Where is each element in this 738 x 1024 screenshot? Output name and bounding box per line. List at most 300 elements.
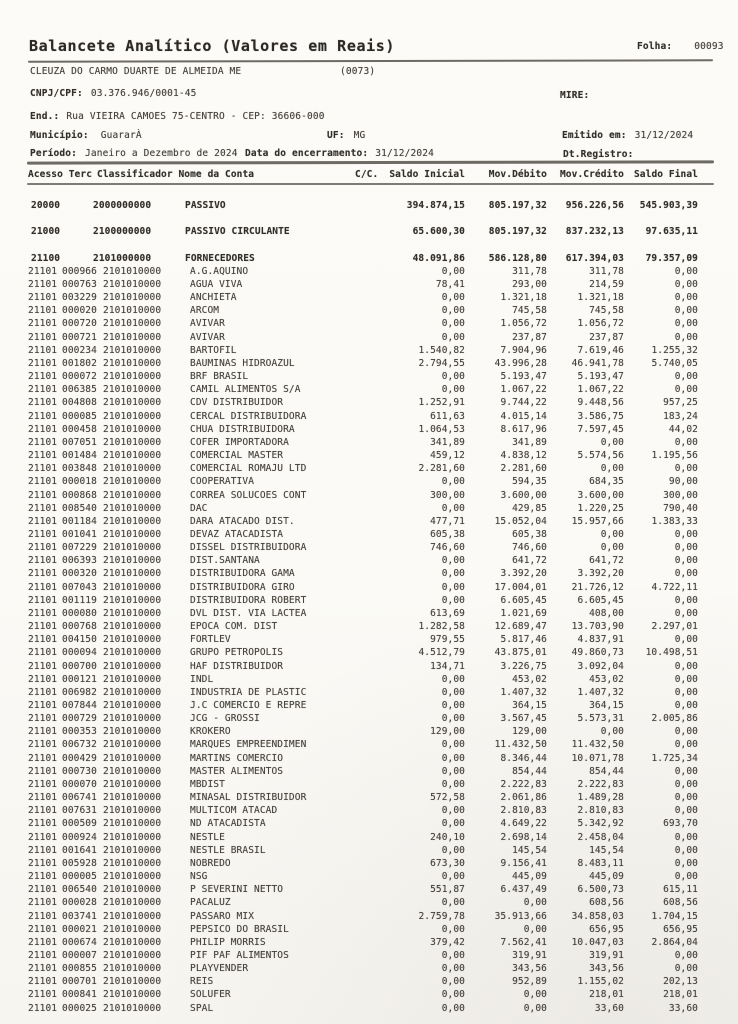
cell-saldo-final: 1.255,32	[651, 344, 698, 356]
table-row	[0, 502, 738, 515]
cell-mov-debito: 805.197,32	[488, 200, 547, 211]
cell-mov-credito: 21.726,12	[571, 581, 624, 593]
cell-terc: 001184	[62, 515, 97, 527]
cell-mov-credito: 2.222,83	[577, 778, 624, 790]
cell-saldo-final: 33,60	[668, 1002, 698, 1014]
cell-account-name: DVL DIST. VIA LACTEA	[190, 607, 307, 619]
cell-account-name: BARTOFIL	[190, 344, 237, 356]
cell-mov-debito: 3.600,00	[500, 489, 547, 501]
cell-saldo-inicial: 0,00	[441, 897, 465, 909]
cell-classificador: 2101010000	[103, 265, 162, 277]
cell-mov-credito: 956.226,56	[565, 200, 624, 211]
cell-saldo-inicial: 0,00	[441, 949, 465, 961]
cell-terc: 000353	[62, 726, 97, 738]
cell-saldo-final: 0,00	[674, 831, 698, 843]
cell-terc: 000729	[62, 713, 97, 725]
periodo-field	[30, 148, 238, 159]
cell-acesso: 21101	[28, 792, 58, 804]
cell-account-name: MBDIST	[190, 778, 225, 790]
cell-terc: 000429	[62, 752, 97, 764]
table-row	[0, 489, 738, 502]
cell-saldo-final: 2.297,01	[651, 621, 698, 633]
table-row	[0, 883, 738, 896]
table-row	[0, 633, 738, 646]
cell-mov-credito: 10.047,03	[571, 936, 624, 948]
table-row	[0, 357, 738, 370]
table-row	[0, 857, 738, 870]
cell-mov-credito: 0,00	[600, 528, 624, 540]
cell-classificador: 2101010000	[103, 279, 162, 290]
cell-mov-debito: 7.904,96	[500, 344, 547, 356]
table-row	[0, 949, 738, 962]
cell-mov-debito: 3.567,45	[500, 713, 547, 725]
cell-terc: 000234	[62, 344, 97, 356]
cell-account-name: CAMIL ALIMENTOS S/A	[190, 384, 301, 396]
cell-classificador: 2101010000	[103, 489, 162, 501]
cell-saldo-final: 0,00	[674, 607, 698, 619]
cell-terc: 000966	[62, 265, 97, 277]
cell-account-name: REIS	[190, 976, 214, 988]
cell-saldo-inicial: 0,00	[441, 673, 465, 685]
cell-saldo-inicial: 2.794,55	[418, 357, 465, 369]
cell-mov-credito: 5.573,31	[577, 713, 624, 725]
cell-mov-debito: 641,72	[512, 555, 547, 567]
cell-acesso: 21101	[28, 831, 58, 843]
cell-acesso: 20000	[31, 200, 61, 211]
cell-terc: 007631	[62, 805, 97, 817]
cell-saldo-final: 0,00	[674, 436, 698, 448]
cell-classificador: 2101010000	[103, 673, 162, 685]
cell-terc: 007844	[62, 700, 97, 711]
cell-account-name: DISSEL DISTRIBUIDORA	[190, 542, 307, 554]
cell-saldo-final: 10.498,51	[645, 647, 698, 659]
cell-mov-credito: 2.810,83	[577, 805, 624, 817]
cell-saldo-inicial: 1.282,58	[418, 621, 465, 633]
cell-terc: 000701	[62, 976, 97, 988]
table-row	[0, 870, 738, 883]
table-row	[0, 910, 738, 923]
cell-saldo-final: 79.357,09	[645, 252, 698, 264]
cell-acesso: 21101	[28, 581, 58, 593]
cell-saldo-inicial: 0,00	[441, 923, 465, 935]
cell-acesso: 21101	[28, 423, 58, 435]
cell-classificador: 2101010000	[103, 910, 162, 922]
cell-saldo-inicial: 78,41	[435, 279, 465, 290]
cell-classificador: 2101010000	[103, 463, 162, 475]
cell-account-name: DARA ATACADO DIST.	[190, 515, 295, 527]
cell-classificador: 2101010000	[103, 647, 162, 659]
cell-saldo-final: 0,00	[674, 594, 698, 606]
cell-account-name: NESTLE BRASIL	[190, 844, 266, 856]
cell-saldo-final: 0,00	[674, 318, 698, 330]
cell-saldo-final: 957,25	[663, 397, 698, 409]
cell-acesso: 21101	[28, 502, 58, 514]
cell-mov-credito: 8.483,11	[577, 857, 624, 869]
cell-mov-debito: 2.222,83	[500, 778, 547, 790]
cell-terc: 006741	[62, 792, 97, 804]
cell-terc: 003741	[62, 910, 97, 922]
table-row	[0, 686, 738, 699]
cell-saldo-final: 4.722,11	[651, 581, 698, 593]
uf-field	[327, 130, 365, 141]
cell-saldo-inicial: 341,89	[430, 436, 465, 448]
nire-label: MIRE:	[560, 90, 590, 101]
cell-classificador: 2101010000	[103, 581, 162, 593]
cell-terc: 000720	[62, 318, 97, 330]
cell-classificador: 2101010000	[103, 568, 162, 580]
dt-registro-label: Dt.Registro:	[563, 149, 634, 160]
cell-classificador: 2101010000	[103, 357, 162, 369]
cell-saldo-final: 693,70	[663, 818, 698, 830]
cell-saldo-final: 0,00	[674, 844, 698, 856]
cell-saldo-final: 0,00	[674, 792, 698, 804]
table-row	[0, 554, 738, 567]
cell-classificador: 2101010000	[103, 739, 162, 751]
cell-saldo-inicial: 4.512,79	[418, 647, 465, 659]
cell-classificador: 2101010000	[103, 778, 162, 790]
cell-account-name: PEPSICO DO BRASIL	[190, 923, 289, 935]
cell-terc: 006393	[62, 555, 97, 567]
cell-saldo-final: 0,00	[674, 555, 698, 567]
table-row	[0, 462, 738, 475]
table-row	[0, 567, 738, 580]
cell-classificador: 2101010000	[103, 805, 162, 817]
cell-mov-debito: 343,56	[512, 963, 547, 975]
cell-mov-credito: 3.586,75	[577, 410, 624, 422]
cell-saldo-inicial: 129,00	[430, 726, 465, 738]
cell-terc: 000121	[62, 673, 97, 685]
col-saldo-inicial: Saldo Inicial	[389, 169, 465, 180]
table-row	[0, 304, 738, 317]
cell-saldo-final: 1.725,34	[651, 752, 698, 764]
cell-account-name: NSG	[190, 871, 208, 883]
cell-saldo-inicial: 673,30	[430, 857, 465, 869]
cell-acesso: 21101	[28, 331, 58, 343]
cell-saldo-inicial: 0,00	[441, 318, 465, 330]
cell-account-name: COMERCIAL ROMAJU LTD	[190, 463, 307, 475]
cell-account-name: SPAL	[190, 1002, 214, 1014]
cell-saldo-final: 2.864,04	[651, 936, 698, 948]
cell-saldo-final: 300,00	[663, 489, 698, 501]
cell-account-name: PASSIVO CIRCULANTE	[185, 226, 290, 238]
cell-saldo-final: 615,11	[663, 884, 698, 896]
table-row	[0, 291, 738, 304]
cell-acesso: 21101	[28, 778, 58, 790]
cell-mov-debito: 11.432,50	[494, 739, 547, 751]
cell-mov-credito: 0,00	[600, 542, 624, 554]
cell-mov-debito: 12.689,47	[494, 621, 547, 633]
cell-terc: 000768	[62, 621, 97, 633]
table-header	[0, 169, 738, 180]
cell-mov-debito: 6.437,49	[500, 884, 547, 896]
cell-classificador: 2101010000	[103, 976, 162, 988]
table-row	[0, 660, 738, 673]
cell-account-name: MARQUES EMPREENDIMEN	[190, 739, 307, 751]
table-row	[0, 1002, 738, 1015]
cell-acesso: 21101	[28, 410, 58, 422]
cell-saldo-final: 202,13	[663, 976, 698, 988]
cell-mov-credito: 3.392,20	[577, 568, 624, 580]
cell-account-name: COOPERATIVA	[190, 476, 255, 488]
table-row	[0, 331, 738, 344]
cell-acesso: 21101	[28, 949, 58, 961]
cell-saldo-final: 44,02	[668, 423, 698, 435]
cell-acesso: 21000	[31, 226, 61, 238]
cell-terc: 000855	[62, 963, 97, 975]
table-row	[0, 265, 738, 278]
cell-saldo-inicial: 0,00	[441, 292, 465, 304]
col-acesso-terc: Acesso Terc	[28, 169, 93, 180]
cell-mov-debito: 445,09	[512, 871, 547, 883]
cell-saldo-final: 1.704,15	[651, 910, 698, 922]
cell-terc: 006540	[62, 884, 97, 896]
cell-account-name: MINASAL DISTRIBUIDOR	[190, 792, 307, 804]
cell-terc: 000763	[62, 279, 97, 290]
cell-mov-debito: 586.128,80	[488, 252, 547, 264]
cell-classificador: 2101010000	[103, 897, 162, 909]
table-row	[0, 752, 738, 765]
cell-saldo-final: 0,00	[674, 871, 698, 883]
cell-classificador: 2101010000	[103, 660, 162, 672]
cell-saldo-inicial: 0,00	[441, 686, 465, 698]
cell-classificador: 2101010000	[103, 384, 162, 396]
cell-saldo-inicial: 477,71	[430, 515, 465, 527]
cell-saldo-final: 0,00	[674, 700, 698, 711]
cell-acesso: 21101	[28, 397, 58, 409]
folha-value: 00093	[694, 41, 724, 52]
cell-mov-credito: 1.407,32	[577, 686, 624, 698]
cell-acesso: 21101	[28, 844, 58, 856]
cell-account-name: CERCAL DISTRIBUIDORA	[190, 410, 307, 422]
cell-acesso: 21101	[28, 463, 58, 475]
cell-saldo-inicial: 0,00	[441, 765, 465, 777]
cell-classificador: 2101010000	[103, 397, 162, 409]
cell-mov-credito: 3.600,00	[577, 489, 624, 501]
cell-mov-credito: 1.155,02	[577, 976, 624, 988]
cell-acesso: 21101	[28, 318, 58, 330]
cell-mov-debito: 5.817,46	[500, 634, 547, 646]
cell-mov-credito: 7.597,45	[577, 423, 624, 435]
cell-saldo-inicial: 394.874,15	[406, 200, 465, 211]
cell-mov-credito: 641,72	[589, 555, 624, 567]
table-row	[0, 699, 738, 712]
cell-classificador: 2101010000	[103, 792, 162, 804]
cell-mov-debito: 2.810,83	[500, 805, 547, 817]
cell-classificador: 2101010000	[103, 634, 162, 646]
cell-acesso: 21101	[28, 621, 58, 633]
table-row	[0, 988, 738, 1001]
table-row	[0, 449, 738, 462]
cell-account-name: ARCOM	[190, 305, 220, 317]
cell-saldo-final: 0,00	[674, 463, 698, 475]
table-row	[0, 370, 738, 383]
table-row	[0, 317, 738, 330]
cell-terc: 000028	[62, 897, 97, 909]
table-row	[0, 581, 738, 594]
cell-acesso: 21101	[28, 1002, 58, 1014]
cell-mov-debito: 0,00	[523, 897, 547, 909]
cell-classificador: 2101010000	[103, 936, 162, 948]
cell-saldo-inicial: 0,00	[441, 331, 465, 343]
cell-terc: 004150	[62, 634, 97, 646]
cell-saldo-final: 0,00	[674, 292, 698, 304]
cell-classificador: 2101010000	[103, 700, 162, 711]
cell-terc: 000007	[62, 949, 97, 961]
cell-account-name: PASSIVO	[185, 200, 226, 211]
cell-saldo-final: 0,00	[674, 528, 698, 540]
cell-mov-credito: 311,78	[589, 265, 624, 277]
cell-acesso: 21101	[28, 292, 58, 304]
cell-saldo-final: 0,00	[674, 778, 698, 790]
cell-terc: 000072	[62, 371, 97, 383]
cell-mov-credito: 2.458,04	[577, 831, 624, 843]
cell-saldo-inicial: 1.064,53	[418, 423, 465, 435]
cell-saldo-inicial: 0,00	[441, 1002, 465, 1014]
cell-mov-credito: 319,91	[589, 949, 624, 961]
cell-mov-debito: 1.067,22	[500, 384, 547, 396]
cell-account-name: COFER IMPORTADORA	[190, 436, 289, 448]
cell-acesso: 21101	[28, 818, 58, 830]
cell-account-name: INDL	[190, 673, 214, 685]
cell-saldo-inicial: 0,00	[441, 752, 465, 764]
cell-classificador: 2101010000	[103, 292, 162, 304]
encerramento-value: 31/12/2024	[375, 148, 434, 159]
cell-mov-debito: 145,54	[512, 844, 547, 856]
table-row	[0, 594, 738, 607]
cell-mov-debito: 0,00	[523, 989, 547, 1001]
cell-classificador: 2101010000	[103, 528, 162, 540]
cell-classificador: 2101010000	[103, 607, 162, 619]
cell-classificador: 2101010000	[103, 331, 162, 343]
col-mov-credito: Mov.Crédito	[559, 169, 624, 180]
cell-saldo-inicial: 300,00	[430, 489, 465, 501]
cell-account-name: DAC	[190, 502, 208, 514]
cell-terc: 003848	[62, 463, 97, 475]
cell-terc: 000080	[62, 607, 97, 619]
cell-classificador: 2101010000	[103, 542, 162, 554]
cell-mov-credito: 854,44	[589, 765, 624, 777]
cell-terc: 000020	[62, 305, 97, 317]
cell-saldo-inicial: 134,71	[430, 660, 465, 672]
cell-acesso: 21101	[28, 371, 58, 383]
cell-terc: 000320	[62, 568, 97, 580]
cell-saldo-final: 97.635,11	[645, 226, 698, 238]
cell-mov-debito: 594,35	[512, 476, 547, 488]
company-code: (0073)	[340, 66, 376, 77]
cell-classificador: 2101010000	[103, 818, 162, 830]
cell-terc: 001484	[62, 450, 97, 462]
cell-mov-credito: 34.858,03	[571, 910, 624, 922]
cell-account-name: AVIVAR	[190, 318, 225, 330]
cell-acesso: 21101	[28, 344, 58, 356]
cell-mov-debito: 9.744,22	[500, 397, 547, 409]
table-row	[0, 607, 738, 620]
cell-account-name: AVIVAR	[190, 331, 225, 343]
cell-acesso: 21101	[28, 489, 58, 501]
cell-mov-debito: 319,91	[512, 949, 547, 961]
table-row	[0, 791, 738, 804]
cell-acesso: 21101	[28, 568, 58, 580]
cell-terc: 000094	[62, 647, 97, 659]
cell-acesso: 21101	[28, 528, 58, 540]
cell-saldo-final: 0,00	[674, 963, 698, 975]
table-row	[0, 225, 738, 238]
cell-classificador: 2000000000	[93, 200, 152, 211]
cell-classificador: 2101010000	[103, 371, 162, 383]
cell-terc: 008540	[62, 502, 97, 514]
cell-acesso: 21101	[28, 384, 58, 396]
cell-saldo-final: 0,00	[674, 634, 698, 646]
cell-account-name: NESTLE	[190, 831, 225, 843]
cell-terc: 006385	[62, 384, 97, 396]
cell-saldo-inicial: 48.091,86	[412, 252, 465, 264]
cell-terc: 001119	[62, 594, 97, 606]
cell-mov-debito: 745,58	[512, 305, 547, 317]
cell-terc: 001641	[62, 844, 97, 856]
cell-acesso: 21101	[28, 607, 58, 619]
col-saldo-final: Saldo Final	[633, 169, 698, 180]
cell-mov-debito: 2.061,86	[500, 792, 547, 804]
cell-mov-credito: 1.056,72	[577, 318, 624, 330]
cell-classificador: 2101010000	[103, 410, 162, 422]
cell-mov-debito: 15.052,04	[494, 515, 547, 527]
cell-terc: 000021	[62, 923, 97, 935]
cell-mov-credito: 11.432,50	[571, 739, 624, 751]
cell-mov-credito: 5.574,56	[577, 450, 624, 462]
cell-mov-debito: 3.226,75	[500, 660, 547, 672]
table-row	[0, 831, 738, 844]
cell-mov-credito: 445,09	[589, 871, 624, 883]
cell-acesso: 21101	[28, 871, 58, 883]
table-row	[0, 936, 738, 949]
cell-acesso: 21101	[28, 936, 58, 948]
cell-classificador: 2101010000	[103, 923, 162, 935]
cell-acesso: 21101	[28, 305, 58, 317]
cell-terc: 000509	[62, 818, 97, 830]
address-field	[30, 111, 325, 122]
cell-mov-debito: 35.913,66	[494, 910, 547, 922]
cell-saldo-final: 0,00	[674, 542, 698, 554]
cell-saldo-inicial: 65.600,30	[412, 226, 465, 238]
cell-classificador: 2101010000	[103, 502, 162, 514]
cell-saldo-inicial: 0,00	[441, 844, 465, 856]
table-row	[0, 423, 738, 436]
cell-saldo-inicial: 0,00	[441, 989, 465, 1001]
encerramento-field	[245, 148, 434, 159]
cell-saldo-inicial: 0,00	[441, 778, 465, 790]
cell-saldo-inicial: 0,00	[441, 963, 465, 975]
cell-mov-credito: 0,00	[600, 726, 624, 738]
cell-mov-credito: 1.067,22	[577, 384, 624, 396]
cell-saldo-final: 0,00	[674, 739, 698, 751]
cell-account-name: J.C COMERCIO E REPRE	[190, 700, 307, 711]
cell-saldo-final: 183,24	[663, 410, 698, 422]
cell-terc: 001802	[62, 357, 97, 369]
cell-classificador: 2101010000	[103, 436, 162, 448]
cell-mov-credito: 7.619,46	[577, 344, 624, 356]
cell-saldo-final: 2.005,86	[651, 713, 698, 725]
cell-saldo-final: 0,00	[674, 673, 698, 685]
cell-classificador: 2101010000	[103, 423, 162, 435]
company-name: CLEUZA DO CARMO DUARTE DE ALMEIDA ME	[30, 66, 242, 77]
cell-account-name: BRF BRASIL	[190, 371, 249, 383]
cell-account-name: P SEVERINI NETTO	[190, 884, 284, 896]
cell-acesso: 21101	[28, 673, 58, 685]
cell-mov-credito: 837.232,13	[565, 226, 624, 238]
cell-saldo-inicial: 240,10	[430, 831, 465, 843]
cell-mov-credito: 1.321,18	[577, 292, 624, 304]
cell-terc: 000458	[62, 423, 97, 435]
